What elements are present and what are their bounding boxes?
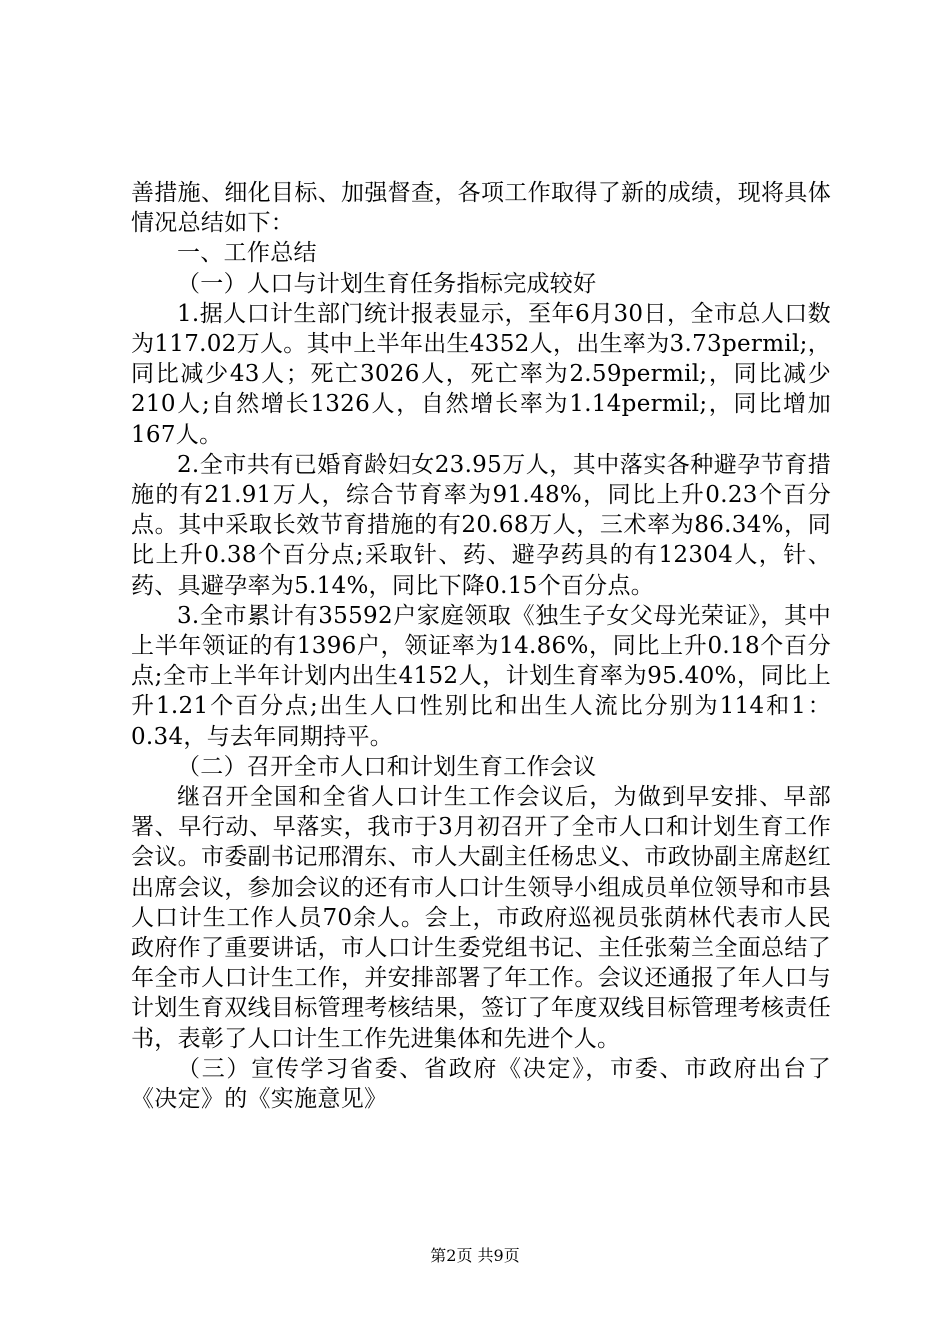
paragraph-item-2: 2.全市共有已婚育龄妇女23.95万人，其中落实各种避孕节育措施的有21.91万人，综合节育率为91.48%，同比上升0.23个百分点。其中采取长效节育措施的有20.68万人，三术率为86.34%，同比上升0.38个百分点;采取针、药、避孕药具的有12304人，针、药、具避孕率为5.14%，同比下降0.15个百分点。 bbox=[131, 451, 831, 599]
subsection-heading-1: （一）人口与计划生育任务指标完成较好 bbox=[177, 270, 597, 297]
page-footer bbox=[0, 1243, 950, 1266]
document-body bbox=[131, 178, 831, 1114]
section-heading-work-summary: 一、工作总结 bbox=[177, 240, 317, 267]
subsection-heading-2: （二）召开全市人口和计划生育工作会议 bbox=[177, 753, 597, 780]
paragraph-subsection-3: （三）宣传学习省委、省政府《决定》，市委、市政府出台了《决定》的《实施意见》 bbox=[131, 1055, 831, 1113]
paragraph-intro-continuation: 善措施、细化目标、加强督查，各项工作取得了新的成绩，现将具体情况总结如下： bbox=[131, 180, 831, 237]
paragraph-item-3: 3.全市累计有35592户家庭领取《独生子女父母光荣证》，其中上半年领证的有1396户，领证率为14.86%，同比上升0.18个百分点;全市上半年计划内出生4152人，计划生育率为95.40%，同比上升1.21个百分点;出生人口性别比和出生人流比分别为114和1：0.34，与去年同期持平。 bbox=[131, 602, 831, 750]
paragraph-meeting: 继召开全国和全省人口计生工作会议后，为做到早安排、早部署、早行动、早落实，我市于3月初召开了全市人口和计划生育工作会议。市委副书记邢渭东、市人大副主任杨忠义、市政协副主席赵红出席会议，参加会议的还有市人口计生领导小组成员单位领导和市县人口计生工作人员70余人。会上，市政府巡视员张荫林代表市人民政府作了重要讲话，市人口计生委党组书记、主任张菊兰全面总结了年全市人口计生工作，并安排部署了年工作。会议还通报了年人口与计划生育双线目标管理考核结果，签订了年度双线目标管理考核责任书，表彰了人口计生工作先进集体和先进个人。 bbox=[131, 784, 831, 1052]
paragraph-item-1: 1.据人口计生部门统计报表显示，至年6月30日，全市总人口数为117.02万人。其中上半年出生4352人，出生率为3.73permil;，同比减少43人；死亡3026人，死亡率为2.59permil;，同比减少210人;自然增长1326人，自然增长率为1.14permil;，同比增加167人。 bbox=[131, 300, 831, 448]
page-number-label: 第2页 共9页 bbox=[430, 1246, 520, 1265]
